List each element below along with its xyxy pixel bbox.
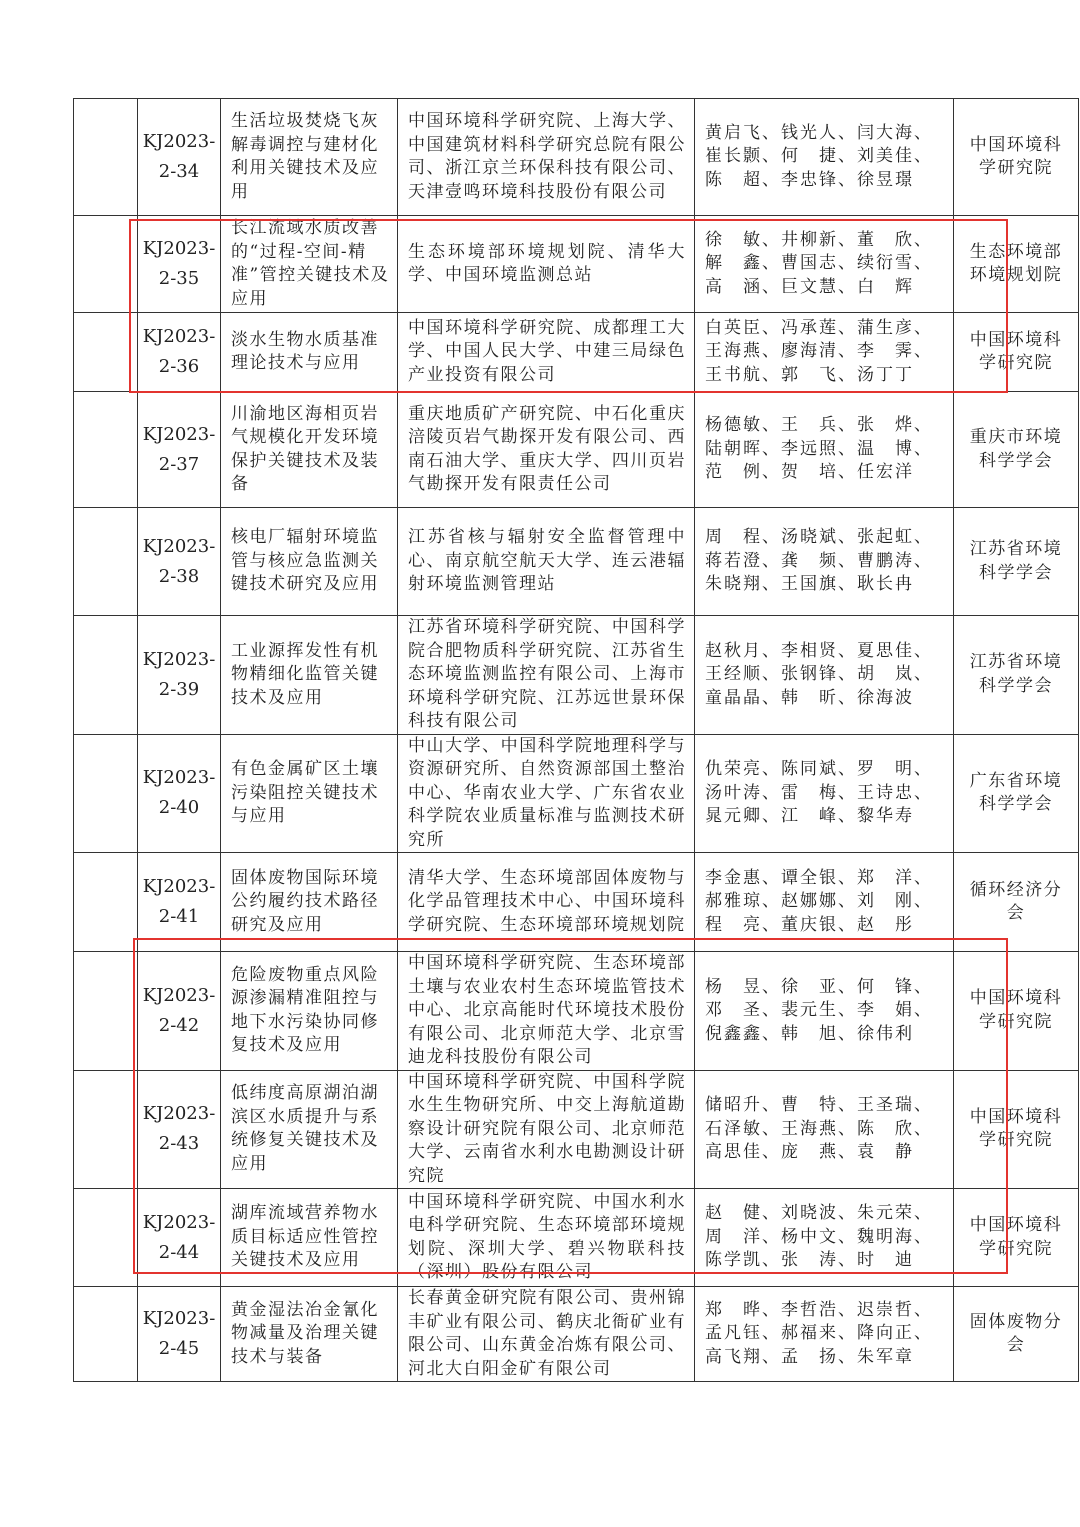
serial-cell: [74, 734, 138, 853]
people-line: 孟凡钰、郝福来、降向正、: [705, 1323, 933, 1344]
project-name-cell: 低纬度高原湖泊湖滨区水质提升与系统修复关键技术及应用: [221, 1070, 398, 1189]
people-line: 石泽敏、王海燕、陈 欣、: [705, 1118, 933, 1139]
recommending-unit-cell: 江苏省环境科学学会: [954, 616, 1079, 735]
completing-units-cell: 中国环境科学研究院、生态环境部土壤与农业农村生态环境监管技术中心、北京高能时代环境技术股份有限公司、北京师范大学、北京雪迪龙科技股份有限公司: [398, 952, 695, 1071]
project-code-line: 2-35: [158, 268, 200, 289]
project-code-cell: [138, 1070, 221, 1189]
people-line: 赵 健、刘晓波、朱元荣、: [705, 1203, 933, 1224]
project-code-line: 2-37: [158, 453, 200, 475]
people-line: 程 亮、董庆银、赵 彤: [705, 914, 914, 935]
people-line: 王书航、郭 飞、汤丁丁: [705, 364, 914, 385]
people-line: 赵秋月、李相贤、夏思佳、: [705, 640, 933, 661]
people-line: 储昭升、曹 特、王圣瑞、: [705, 1095, 933, 1115]
people-line: 白英臣、冯承莲、蒲生彦、: [705, 317, 933, 338]
table-row: [74, 508, 1079, 616]
completing-people-cell: [695, 616, 954, 735]
project-name-cell: 黄金湿法冶金氰化物减量及治理关键技术与装备: [221, 1287, 398, 1382]
project-code-line: 2-34: [158, 161, 200, 182]
project-name-cell: 固体废物国际环境公约履约技术路径研究及应用: [221, 853, 398, 952]
completing-units-cell: 长春黄金研究院有限公司、贵州锦丰矿业有限公司、鹤庆北衙矿业有限公司、山东黄金冶炼有限公司、河北大白阳金矿有限公司: [398, 1287, 695, 1382]
serial-cell: [74, 1070, 138, 1189]
project-code-line: KJ2023-: [142, 326, 216, 347]
people-line: 童晶晶、韩 昕、徐海波: [705, 687, 914, 708]
project-code-cell: [138, 1189, 221, 1287]
completing-people-cell: [695, 1287, 954, 1382]
people-line: 黄启飞、钱光人、闫大海、: [705, 122, 933, 143]
project-name-cell: 长江流域水质改善的“过程-空间-精准”管控关键技术及应用: [221, 216, 398, 313]
project-code-cell: [138, 734, 221, 853]
completing-units-cell: 中国环境科学研究院、中国水利水电科学研究院、生态环境部环境规划院、深圳大学、碧兴物联科技（深圳）股份有限公司: [398, 1189, 695, 1287]
people-line: 郝雅琼、赵娜娜、刘 刚、: [705, 891, 933, 912]
people-line: 邓 圣、裴元生、李 娟、: [705, 1000, 933, 1020]
table-row: [74, 99, 1079, 216]
project-code-line: KJ2023-: [142, 238, 216, 259]
award-list-table: [73, 98, 1079, 1382]
completing-units-cell: 重庆地质矿产研究院、中石化重庆涪陵页岩气勘探开发有限公司、西南石油大学、重庆大学、四川页岩气勘探开发有限责任公司: [398, 392, 695, 508]
people-line: 李金惠、谭全银、郑 洋、: [705, 867, 933, 888]
completing-units-cell: 中国环境科学研究院、中国科学院水生生物研究所、中交上海航道勘察设计研究院有限公司、北京师范大学、云南省水利水电勘测设计研究院: [398, 1070, 695, 1189]
people-line: 杨德敏、王 兵、张 烨、: [705, 415, 933, 436]
recommending-unit-cell: 中国环境科学研究院: [954, 313, 1079, 392]
serial-cell: [74, 508, 138, 616]
project-code-line: KJ2023-: [142, 131, 216, 152]
table-row: [74, 313, 1079, 392]
serial-cell: [74, 392, 138, 508]
completing-units-cell: 生态环境部环境规划院、清华大学、中国环境监测总站: [398, 216, 695, 313]
project-name-cell: 生活垃圾焚烧飞灰解毒调控与建材化利用关键技术及应用: [221, 99, 398, 216]
serial-cell: [74, 313, 138, 392]
serial-cell: [74, 952, 138, 1071]
project-code-line: KJ2023-: [142, 423, 216, 445]
people-line: 周 程、汤晓斌、张起虹、: [705, 527, 933, 548]
serial-cell: [74, 616, 138, 735]
project-code-line: KJ2023-: [142, 767, 216, 789]
completing-people-cell: [695, 853, 954, 952]
completing-people-cell: [695, 1070, 954, 1189]
people-line: 王经顺、张钢锋、胡 岚、: [705, 664, 933, 684]
project-code-line: KJ2023-: [142, 1211, 216, 1233]
project-name-cell: 淡水生物水质基准理论技术与应用: [221, 313, 398, 392]
completing-people-cell: [695, 313, 954, 392]
project-code-cell: [138, 508, 221, 616]
completing-people-cell: [695, 508, 954, 616]
people-line: 王海燕、廖海清、李 霁、: [705, 341, 933, 362]
people-line: 杨 昱、徐 亚、何 锋、: [705, 976, 933, 997]
completing-people-cell: [695, 1189, 954, 1287]
people-line: 郑 晔、李哲浩、迟崇哲、: [705, 1299, 933, 1320]
table-row: [74, 853, 1079, 952]
people-line: 陈 超、李忠锋、徐昱璟: [705, 169, 914, 190]
completing-people-cell: [695, 392, 954, 508]
project-name-cell: 危险废物重点风险源渗漏精准阻控与地下水污染协同修复技术及应用: [221, 952, 398, 1071]
completing-people-cell: [695, 952, 954, 1071]
project-code-line: 2-39: [158, 678, 200, 700]
people-line: 高思佳、庞 燕、袁 静: [705, 1142, 914, 1162]
people-line: 朱晓翔、王国旗、耿长冉: [705, 574, 914, 595]
completing-people-cell: [695, 734, 954, 853]
project-code-line: KJ2023-: [142, 876, 216, 897]
people-line: 徐 敏、井柳新、董 欣、: [705, 229, 933, 250]
project-code-cell: [138, 952, 221, 1071]
project-code-line: KJ2023-: [142, 1308, 216, 1329]
table-row: [74, 1189, 1079, 1287]
serial-cell: [74, 216, 138, 313]
completing-units-cell: 中国环境科学研究院、上海大学、中国建筑材料科学研究总院有限公司、浙江京兰环保科技有限公司、天津壹鸣环境科技股份有限公司: [398, 99, 695, 216]
project-code-cell: [138, 313, 221, 392]
serial-cell: [74, 1189, 138, 1287]
project-code-line: 2-38: [158, 565, 200, 587]
serial-cell: [74, 1287, 138, 1382]
recommending-unit-cell: 重庆市环境科学学会: [954, 392, 1079, 508]
project-code-line: 2-45: [158, 1338, 200, 1359]
project-code-line: KJ2023-: [142, 648, 216, 670]
recommending-unit-cell: 循环经济分会: [954, 853, 1079, 952]
people-line: 崔长颢、何 捷、刘美佳、: [705, 146, 933, 167]
people-line: 陈学凯、张 涛、时 迪: [705, 1250, 914, 1271]
people-line: 陆朝晖、李远照、温 博、: [705, 438, 933, 459]
people-line: 周 洋、杨中文、魏明海、: [705, 1226, 933, 1247]
completing-units-cell: 江苏省核与辐射安全监督管理中心、南京航空航天大学、连云港辐射环境监测管理站: [398, 508, 695, 616]
completing-people-cell: [695, 216, 954, 313]
table-row: [74, 616, 1079, 735]
project-code-line: KJ2023-: [142, 984, 216, 1006]
project-code-line: 2-41: [158, 906, 200, 927]
serial-cell: [74, 99, 138, 216]
project-code-cell: [138, 1287, 221, 1382]
people-line: 高 涵、巨文慧、白 辉: [705, 276, 914, 297]
people-line: 汤叶涛、雷 梅、王诗忠、: [705, 782, 933, 803]
project-code-cell: [138, 216, 221, 313]
recommending-unit-cell: 固体废物分会: [954, 1287, 1079, 1382]
table-row: [74, 1070, 1079, 1189]
recommending-unit-cell: 广东省环境科学学会: [954, 734, 1079, 853]
completing-units-cell: 中山大学、中国科学院地理科学与资源研究所、自然资源部国土整治中心、华南农业大学、广东省农业科学院农业质量标准与监测技术研究所: [398, 734, 695, 853]
people-line: 倪鑫鑫、韩 旭、徐伟利: [705, 1023, 914, 1044]
serial-cell: [74, 853, 138, 952]
table-row: [74, 1287, 1079, 1382]
table-row: [74, 392, 1079, 508]
people-line: 蒋若澄、龚 频、曹鹏涛、: [705, 550, 933, 571]
people-line: 范 例、贺 培、任宏洋: [705, 462, 914, 483]
people-line: 晁元卿、江 峰、黎华寿: [705, 806, 914, 826]
recommending-unit-cell: 江苏省环境科学学会: [954, 508, 1079, 616]
project-code-line: KJ2023-: [142, 535, 216, 557]
completing-units-cell: 清华大学、生态环境部固体废物与化学品管理技术中心、中国环境科学研究院、生态环境部环境规划院: [398, 853, 695, 952]
recommending-unit-cell: 中国环境科学研究院: [954, 99, 1079, 216]
people-line: 仇荣亮、陈同斌、罗 明、: [705, 759, 933, 779]
project-code-line: KJ2023-: [142, 1103, 216, 1125]
project-code-line: 2-40: [158, 797, 200, 819]
project-code-line: 2-43: [158, 1133, 200, 1155]
project-code-line: 2-42: [158, 1014, 200, 1036]
table-row: [74, 734, 1079, 853]
recommending-unit-cell: 生态环境部环境规划院: [954, 216, 1079, 313]
recommending-unit-cell: 中国环境科学研究院: [954, 1189, 1079, 1287]
table-row: [74, 952, 1079, 1071]
project-name-cell: 有色金属矿区土壤污染阻控关键技术与应用: [221, 734, 398, 853]
project-code-cell: [138, 616, 221, 735]
people-line: 解 鑫、曹国志、续衍雪、: [705, 253, 933, 274]
project-code-line: 2-36: [158, 356, 200, 377]
people-line: 高飞翔、孟 扬、朱军章: [705, 1346, 914, 1367]
project-code-cell: [138, 853, 221, 952]
completing-people-cell: [695, 99, 954, 216]
table-row: [74, 216, 1079, 313]
completing-units-cell: 中国环境科学研究院、成都理工大学、中国人民大学、中建三局绿色产业投资有限公司: [398, 313, 695, 392]
project-code-cell: [138, 99, 221, 216]
project-name-cell: 核电厂辐射环境监管与核应急监测关键技术研究及应用: [221, 508, 398, 616]
recommending-unit-cell: 中国环境科学研究院: [954, 1070, 1079, 1189]
award-list-body: [74, 99, 1079, 1382]
project-name-cell: 工业源挥发性有机物精细化监管关键技术及应用: [221, 616, 398, 735]
project-name-cell: 川渝地区海相页岩气规模化开发环境保护关键技术及装备: [221, 392, 398, 508]
project-code-cell: [138, 392, 221, 508]
recommending-unit-cell: 中国环境科学研究院: [954, 952, 1079, 1071]
project-code-line: 2-44: [158, 1241, 200, 1263]
completing-units-cell: 江苏省环境科学研究院、中国科学院合肥物质科学研究院、江苏省生态环境监测监控有限公司、上海市环境科学研究院、江苏远世景环保科技有限公司: [398, 616, 695, 735]
project-name-cell: 湖库流域营养物水质目标适应性管控关键技术及应用: [221, 1189, 398, 1287]
